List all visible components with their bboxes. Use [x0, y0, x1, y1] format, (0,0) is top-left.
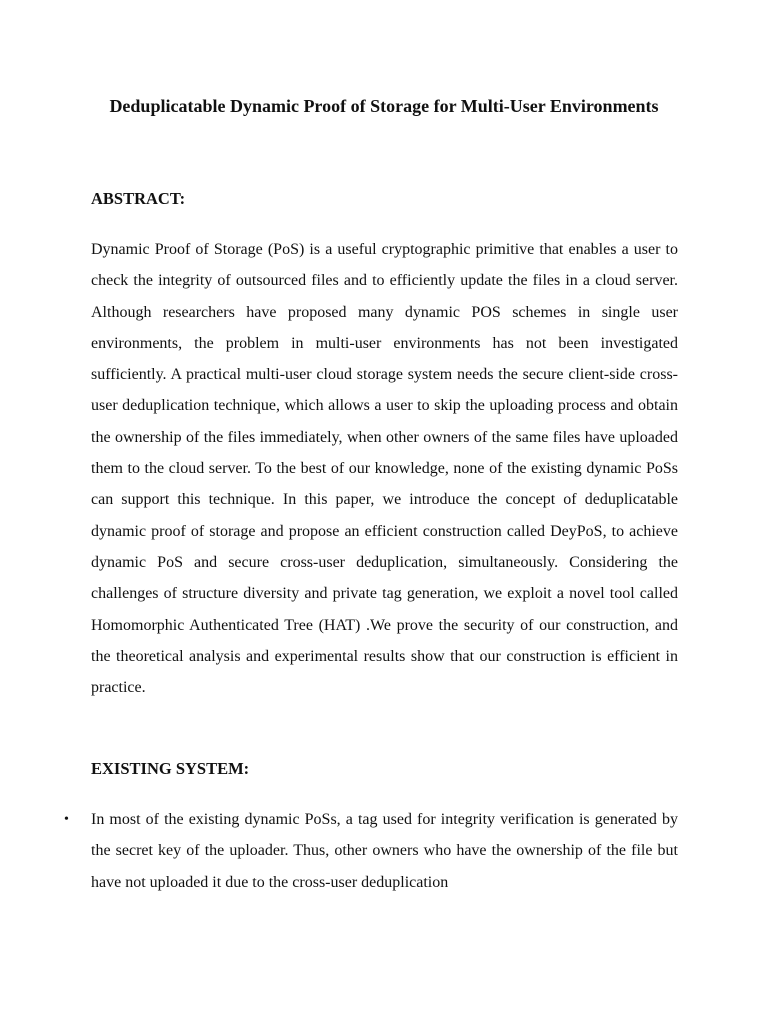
- list-item-text: In most of the existing dynamic PoSs, a tag used for integrity verification is generated by the secret key of the uploader. Thus, other owners who have the ownership of the file but have not uploaded it due to the cross-user deduplication: [91, 811, 678, 891]
- list-item: [62, 804, 678, 898]
- abstract-paragraph: Dynamic Proof of Storage (PoS) is a useful cryptographic primitive that enables a user to check the integrity of outsourced files and to efficiently update the files in a cloud server. Although researchers have proposed many dynamic POS schemes in single user environments, the problem in multi-user environments has not been investigated sufficiently. A practical multi-user cloud storage system needs the secure client-side cross-user deduplication technique, which allows a user to skip the uploading process and obtain the ownership of the files immediately, when other owners of the same files have uploaded them to the cloud server. To the best of our knowledge, none of the existing dynamic PoSs can support this technique. In this paper, we introduce the concept of deduplicatable dynamic proof of storage and propose an efficient construction called DeyPoS, to achieve dynamic PoS and secure cross-user deduplication, simultaneously. Considering the challenges of structure diversity and private tag generation, we exploit a novel tool called Homomorphic Authenticated Tree (HAT) .We prove the security of our construction, and the theoretical analysis and experimental results show that our construction is efficient in practice.: [91, 241, 678, 697]
- document-title: Deduplicatable Dynamic Proof of Storage for Multi-User Environments: [109, 96, 659, 116]
- abstract-heading: ABSTRACT:: [91, 189, 186, 208]
- existing-system-list: [62, 804, 678, 898]
- existing-system-heading: EXISTING SYSTEM:: [91, 759, 250, 778]
- bullet-icon: •: [64, 812, 69, 827]
